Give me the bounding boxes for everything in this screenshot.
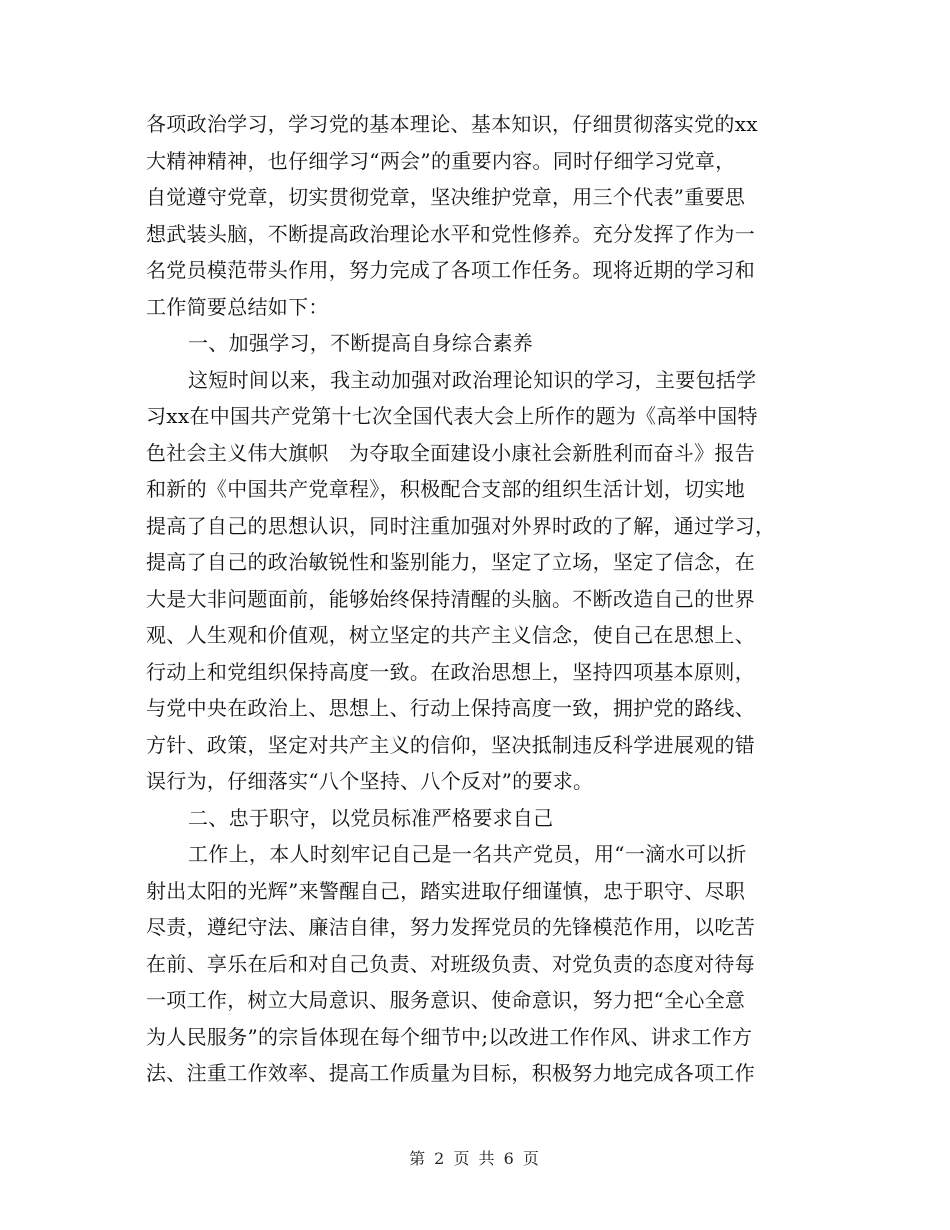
body-text-line: 各项政治学习，学习党的基本理论、基本知识，仔细贯彻落实党的xx (146, 112, 758, 136)
body-text-line: 射出太阳的光辉”来警醒自己，踏实进取仔细谨慎，忠于职守、尽职 (146, 878, 746, 903)
body-text-line: 行动上和党组织保持高度一致。在政治思想上，坚持四项基本原则， (146, 659, 755, 684)
body-text-line: 为人民服务”的宗旨体现在每个细节中;以改进工作作风、讲求工作方 (146, 1024, 753, 1049)
body-text-line: 误行为，仔细落实“八个坚持、八个反对”的要求。 (146, 769, 594, 793)
paragraph-first-line: 工作上，本人时刻牢记自己是一名共产党员，用“一滴水可以折 (188, 842, 747, 866)
paragraph-first-line: 这短时间以来，我主动加强对政治理论知识的学习，主要包括学 (188, 367, 757, 392)
body-text-line: 观、人生观和价值观，树立坚定的共产主义信念，使自己在思想上、 (146, 623, 755, 647)
document-body (146, 106, 806, 1092)
body-text-line: 方针、政策，坚定对共产主义的信仰，坚决抵制违反科学进展观的错 (146, 732, 755, 757)
body-text-line: 和新的《中国共产党章程》，积极配合支部的组织生活计划，切实地 (146, 477, 745, 501)
body-text-line: 尽责，遵纪守法、廉洁自律，努力发挥党员的先锋模范作用，以吃苦 (146, 915, 755, 939)
body-text-line: 与党中央在政治上、思想上、行动上保持高度一致，拥护党的路线、 (146, 696, 755, 720)
body-text-line: 大精神精神，也仔细学习“两会”的重要内容。同时仔细学习党章， (146, 148, 736, 173)
body-text-line: 法、注重工作效率、提高工作质量为目标，积极努力地完成各项工作 (146, 1061, 755, 1085)
section-heading-1: 一、加强学习，不断提高自身综合素养 (188, 331, 534, 355)
body-text-line: 想武装头脑，不断提高政治理论水平和党性修养。充分发挥了作为一 (146, 221, 755, 246)
body-text-line: 提高了自己的政治敏锐性和鉴别能力，坚定了立场，坚定了信念，在 (146, 550, 755, 574)
body-text-line: 习xx在中国共产党第十七次全国代表大会上所作的题为《高举中国特 (146, 404, 758, 428)
body-text-line: 在前、享乐在后和对自己负责、对班级负责、对党负责的态度对待每 (146, 951, 755, 976)
section-heading-2: 二、忠于职守，以党员标准严格要求自己 (188, 805, 554, 830)
body-text-line: 一项工作，树立大局意识、服务意识、使命意识，努力把“全心全意 (146, 988, 746, 1012)
body-text-line: 自觉遵守党章，切实贯彻党章，坚决维护党章，用三个代表”重要思 (146, 185, 746, 209)
body-text-line: 名党员模范带头作用，努力完成了各项工作任务。现将近期的学习和 (146, 258, 755, 282)
body-text-line: 提高了自己的思想认识，同时注重加强对外界时政的了解，通过学习， (146, 513, 776, 538)
body-text-line: 色社会主义伟大旗帜 为夺取全面建设小康社会新胜利而奋斗》报告 (146, 440, 755, 465)
body-text-line: 工作简要总结如下： (146, 294, 329, 319)
page-number-footer: 第 2 页 共 6 页 (409, 1149, 541, 1168)
body-text-line: 大是大非问题面前，能够始终保持清醒的头脑。不断改造自己的世界 (146, 586, 755, 611)
